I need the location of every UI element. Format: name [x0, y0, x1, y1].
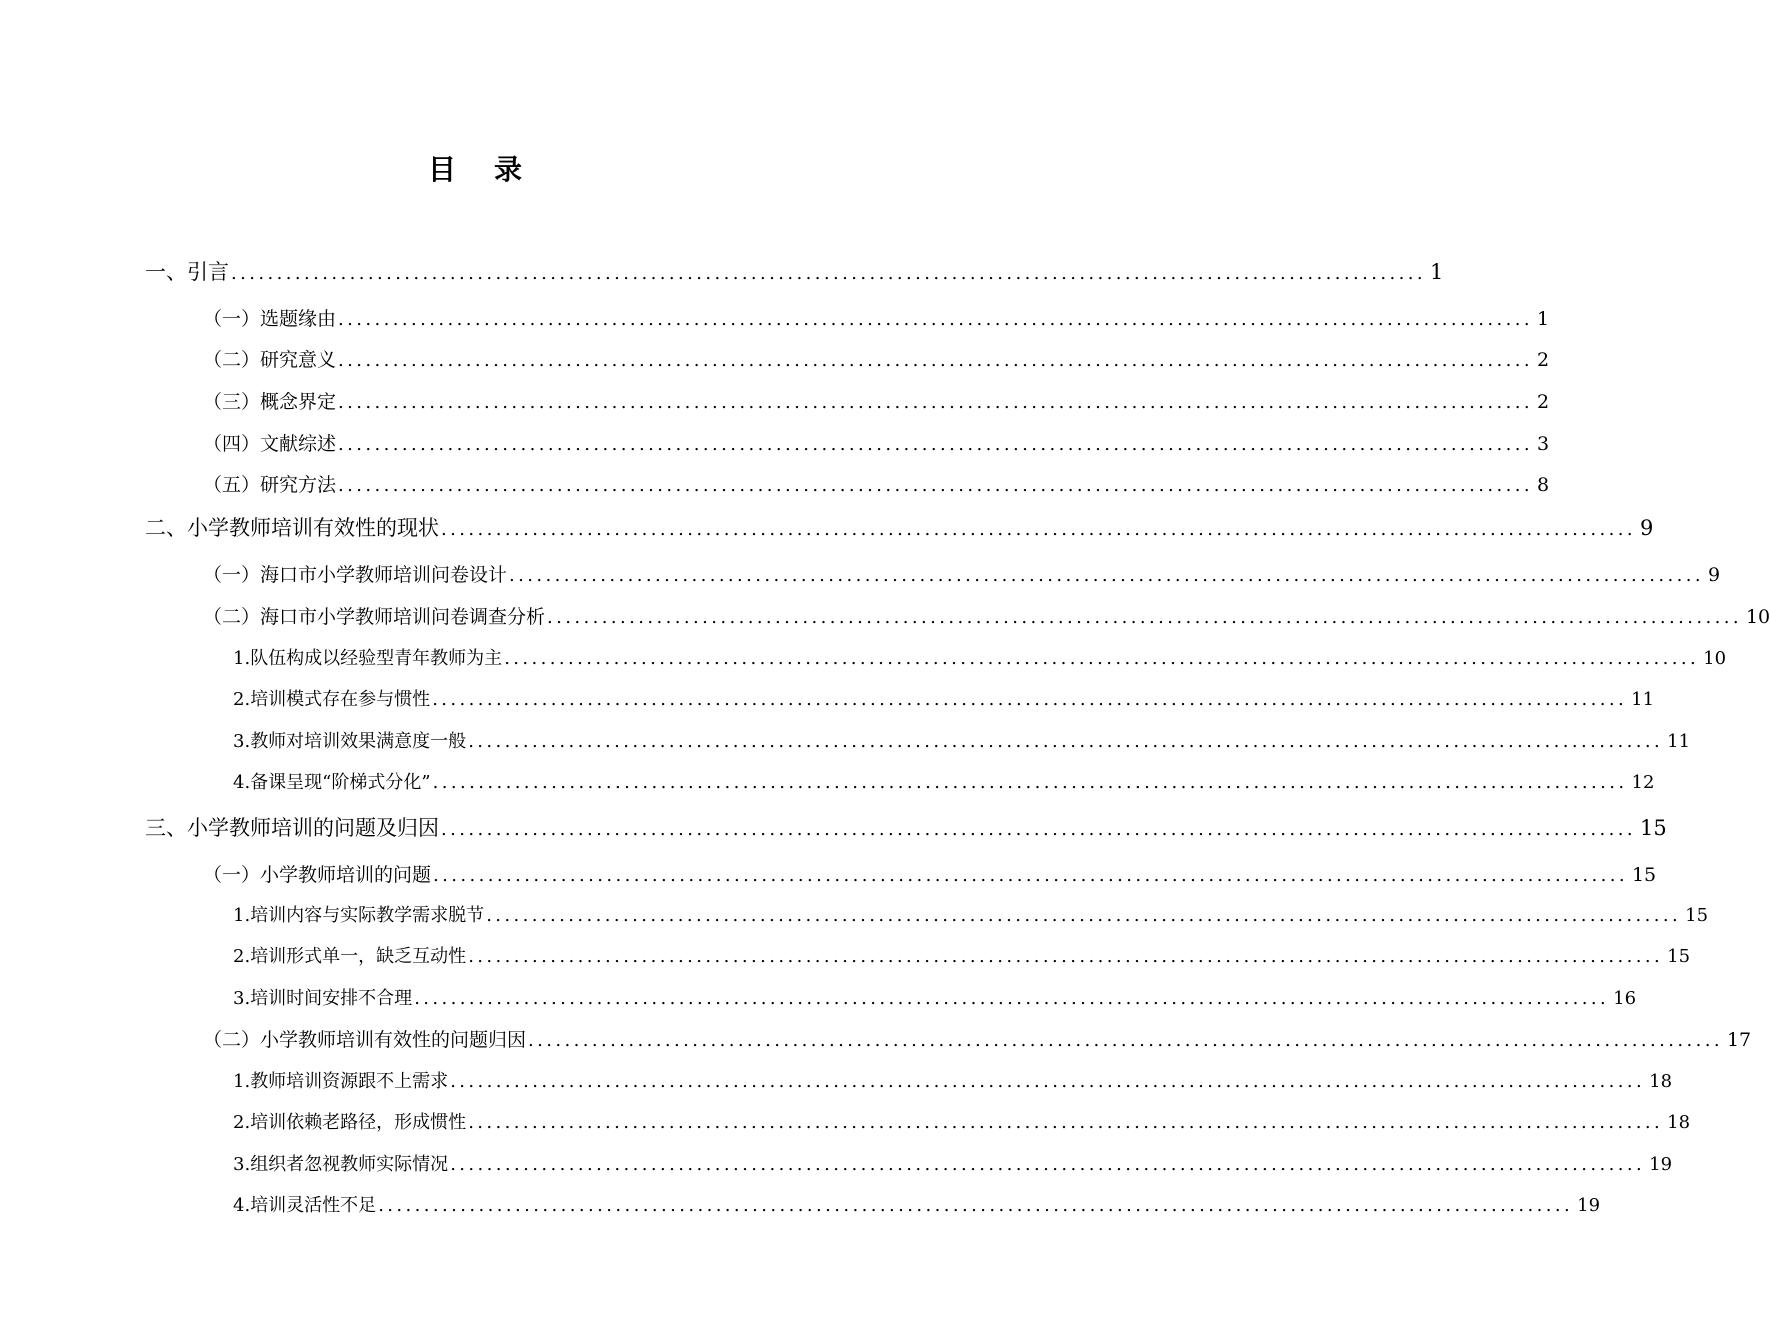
toc-entry[interactable] — [233, 900, 1709, 932]
toc-entry-text: 培训灵活性不足 — [250, 1195, 377, 1216]
toc-dot-leader: ................................................................................................................................... — [432, 689, 1628, 710]
toc-entry-text: （三）概念界定 — [203, 391, 337, 413]
toc-entry[interactable] — [233, 1190, 1601, 1222]
toc-entry-text: 引言 — [187, 260, 229, 284]
toc-entry[interactable] — [145, 812, 1667, 844]
toc-entry-text: （一）小学教师培训的问题 — [203, 864, 432, 886]
toc-dot-leader: ................................................................................................................................... — [528, 1030, 1723, 1051]
toc-dot-leader: ................................................................................................................................... — [450, 1154, 1646, 1175]
toc-entry-number: 4. — [233, 772, 251, 793]
toc-entry-page-number: 12 — [1631, 772, 1655, 793]
toc-dot-leader: ................................................................................................................................... — [338, 392, 1533, 413]
toc-entry-number: 一、 — [145, 260, 187, 284]
toc-entry-page-number: 2 — [1536, 391, 1550, 413]
toc-entry-page-number: 8 — [1536, 474, 1550, 496]
toc-entry[interactable] — [233, 767, 1655, 799]
toc-entry[interactable] — [233, 726, 1691, 758]
toc-entry-page-number: 1 — [1429, 260, 1444, 284]
toc-entry-number: 3. — [233, 731, 251, 752]
toc-entry[interactable] — [203, 859, 1657, 891]
toc-entry[interactable] — [233, 983, 1637, 1015]
toc-entry-text: 培训内容与实际教学需求脱节 — [250, 905, 485, 926]
toc-dot-leader: ................................................................................................................................... — [468, 731, 1664, 752]
toc-entry-number: 3. — [233, 988, 251, 1009]
toc-entry[interactable] — [203, 559, 1721, 591]
toc-dot-leader: ................................................................................................................................... — [468, 946, 1664, 967]
toc-entry-number: 2. — [233, 689, 251, 710]
toc-entry-page-number: 11 — [1667, 731, 1691, 752]
toc-entry[interactable] — [203, 386, 1550, 418]
toc-entry[interactable] — [145, 256, 1444, 288]
toc-dot-leader: ................................................................................................................................... — [504, 648, 1700, 669]
toc-entry-page-number: 10 — [1745, 606, 1770, 628]
toc-entry-page-number: 9 — [1639, 516, 1654, 540]
toc-entry[interactable] — [233, 1107, 1691, 1139]
toc-entry[interactable] — [233, 1149, 1673, 1181]
toc-entry-number: 3. — [233, 1154, 251, 1175]
toc-entry-text: （二）小学教师培训有效性的问题归因 — [203, 1029, 527, 1051]
toc-entry[interactable] — [233, 643, 1727, 675]
toc-entry-text: 小学教师培训的问题及归因 — [187, 816, 439, 840]
toc-entry-text: （一）选题缘由 — [203, 308, 337, 330]
toc-entry[interactable] — [203, 469, 1550, 501]
toc-entry-page-number: 9 — [1707, 564, 1721, 586]
toc-entry-text: 组织者忽视教师实际情况 — [250, 1154, 449, 1175]
toc-entry-page-number: 15 — [1631, 864, 1657, 886]
toc-dot-leader: ................................................................................................................................... — [441, 519, 1636, 540]
toc-dot-leader: ................................................................................................................................... — [338, 350, 1533, 371]
toc-entry-page-number: 15 — [1639, 816, 1667, 840]
toc-dot-leader: ................................................................................................................................... — [441, 819, 1636, 840]
toc-entry-text: 培训模式存在参与惯性 — [250, 689, 431, 710]
toc-entry-page-number: 18 — [1667, 1112, 1691, 1133]
toc-entry-text: （四）文献综述 — [203, 433, 337, 455]
toc-entry-page-number: 19 — [1649, 1154, 1673, 1175]
toc-entry[interactable] — [233, 684, 1655, 716]
toc-dot-leader: ................................................................................................................................... — [231, 263, 1426, 284]
toc-entry-text: 小学教师培训有效性的现状 — [187, 516, 439, 540]
toc-entry-number: 1. — [233, 1071, 251, 1092]
toc-entry[interactable] — [203, 1024, 1752, 1056]
toc-dot-leader: ................................................................................................................................... — [468, 1112, 1664, 1133]
toc-entry-text: 教师对培训效果满意度一般 — [250, 731, 467, 752]
toc-dot-leader: ................................................................................................................................... — [509, 565, 1704, 586]
toc-dot-leader: ................................................................................................................................... — [414, 988, 1610, 1009]
toc-entry[interactable] — [203, 601, 1770, 633]
toc-entry-text: （二）研究意义 — [203, 349, 337, 371]
toc-entry[interactable] — [203, 303, 1550, 335]
toc-entry-text: 教师培训资源跟不上需求 — [250, 1071, 449, 1092]
toc-entry-number: 1. — [233, 905, 251, 926]
toc-entry-text: （一）海口市小学教师培训问卷设计 — [203, 564, 508, 586]
toc-dot-leader: ................................................................................................................................... — [547, 607, 1742, 628]
toc-entry-page-number: 10 — [1703, 648, 1727, 669]
toc-entry-text: 备课呈现“阶梯式分化” — [250, 772, 431, 793]
toc-title-char-2: 录 — [494, 153, 523, 186]
toc-title-char-1: 目 — [427, 153, 456, 186]
toc-entry-page-number: 15 — [1685, 905, 1709, 926]
toc-entry-number: 1. — [233, 648, 251, 669]
toc-entry[interactable] — [233, 941, 1691, 973]
toc-entry-number: 4. — [233, 1195, 251, 1216]
toc-entry-page-number: 19 — [1577, 1195, 1601, 1216]
toc-entry-number: 2. — [233, 946, 251, 967]
toc-dot-leader: ................................................................................................................................... — [378, 1195, 1574, 1216]
toc-dot-leader: ................................................................................................................................... — [486, 905, 1682, 926]
toc-entry-number: 2. — [233, 1112, 251, 1133]
toc-entry-page-number: 2 — [1536, 349, 1550, 371]
toc-dot-leader: ................................................................................................................................... — [433, 865, 1628, 886]
toc-entry-text: 培训时间安排不合理 — [250, 988, 413, 1009]
toc-entry-page-number: 17 — [1726, 1029, 1752, 1051]
toc-entry[interactable] — [233, 1066, 1673, 1098]
toc-entry[interactable] — [203, 428, 1550, 460]
toc-entry-text: 培训形式单一，缺乏互动性 — [250, 946, 467, 967]
toc-entry-text: （五）研究方法 — [203, 474, 337, 496]
toc-entry-page-number: 1 — [1536, 308, 1550, 330]
toc-entry-page-number: 18 — [1649, 1071, 1673, 1092]
toc-entry-page-number: 3 — [1536, 433, 1550, 455]
toc-entry-number: 二、 — [145, 516, 187, 540]
toc-entry-text: 队伍构成以经验型青年教师为主 — [250, 648, 503, 669]
toc-dot-leader: ................................................................................................................................... — [338, 475, 1533, 496]
toc-entry[interactable] — [203, 344, 1550, 376]
toc-dot-leader: ................................................................................................................................... — [432, 772, 1628, 793]
toc-dot-leader: ................................................................................................................................... — [450, 1071, 1646, 1092]
toc-dot-leader: ................................................................................................................................... — [338, 434, 1533, 455]
toc-entry-text: 培训依赖老路径，形成惯性 — [250, 1112, 467, 1133]
toc-dot-leader: ................................................................................................................................... — [338, 309, 1533, 330]
toc-entry-page-number: 16 — [1613, 988, 1637, 1009]
toc-entry[interactable] — [145, 512, 1654, 544]
toc-title — [0, 150, 950, 190]
toc-entry-number: 三、 — [145, 816, 187, 840]
toc-entry-page-number: 11 — [1631, 689, 1655, 710]
toc-entry-page-number: 15 — [1667, 946, 1691, 967]
toc-entry-text: （二）海口市小学教师培训问卷调查分析 — [203, 606, 546, 628]
